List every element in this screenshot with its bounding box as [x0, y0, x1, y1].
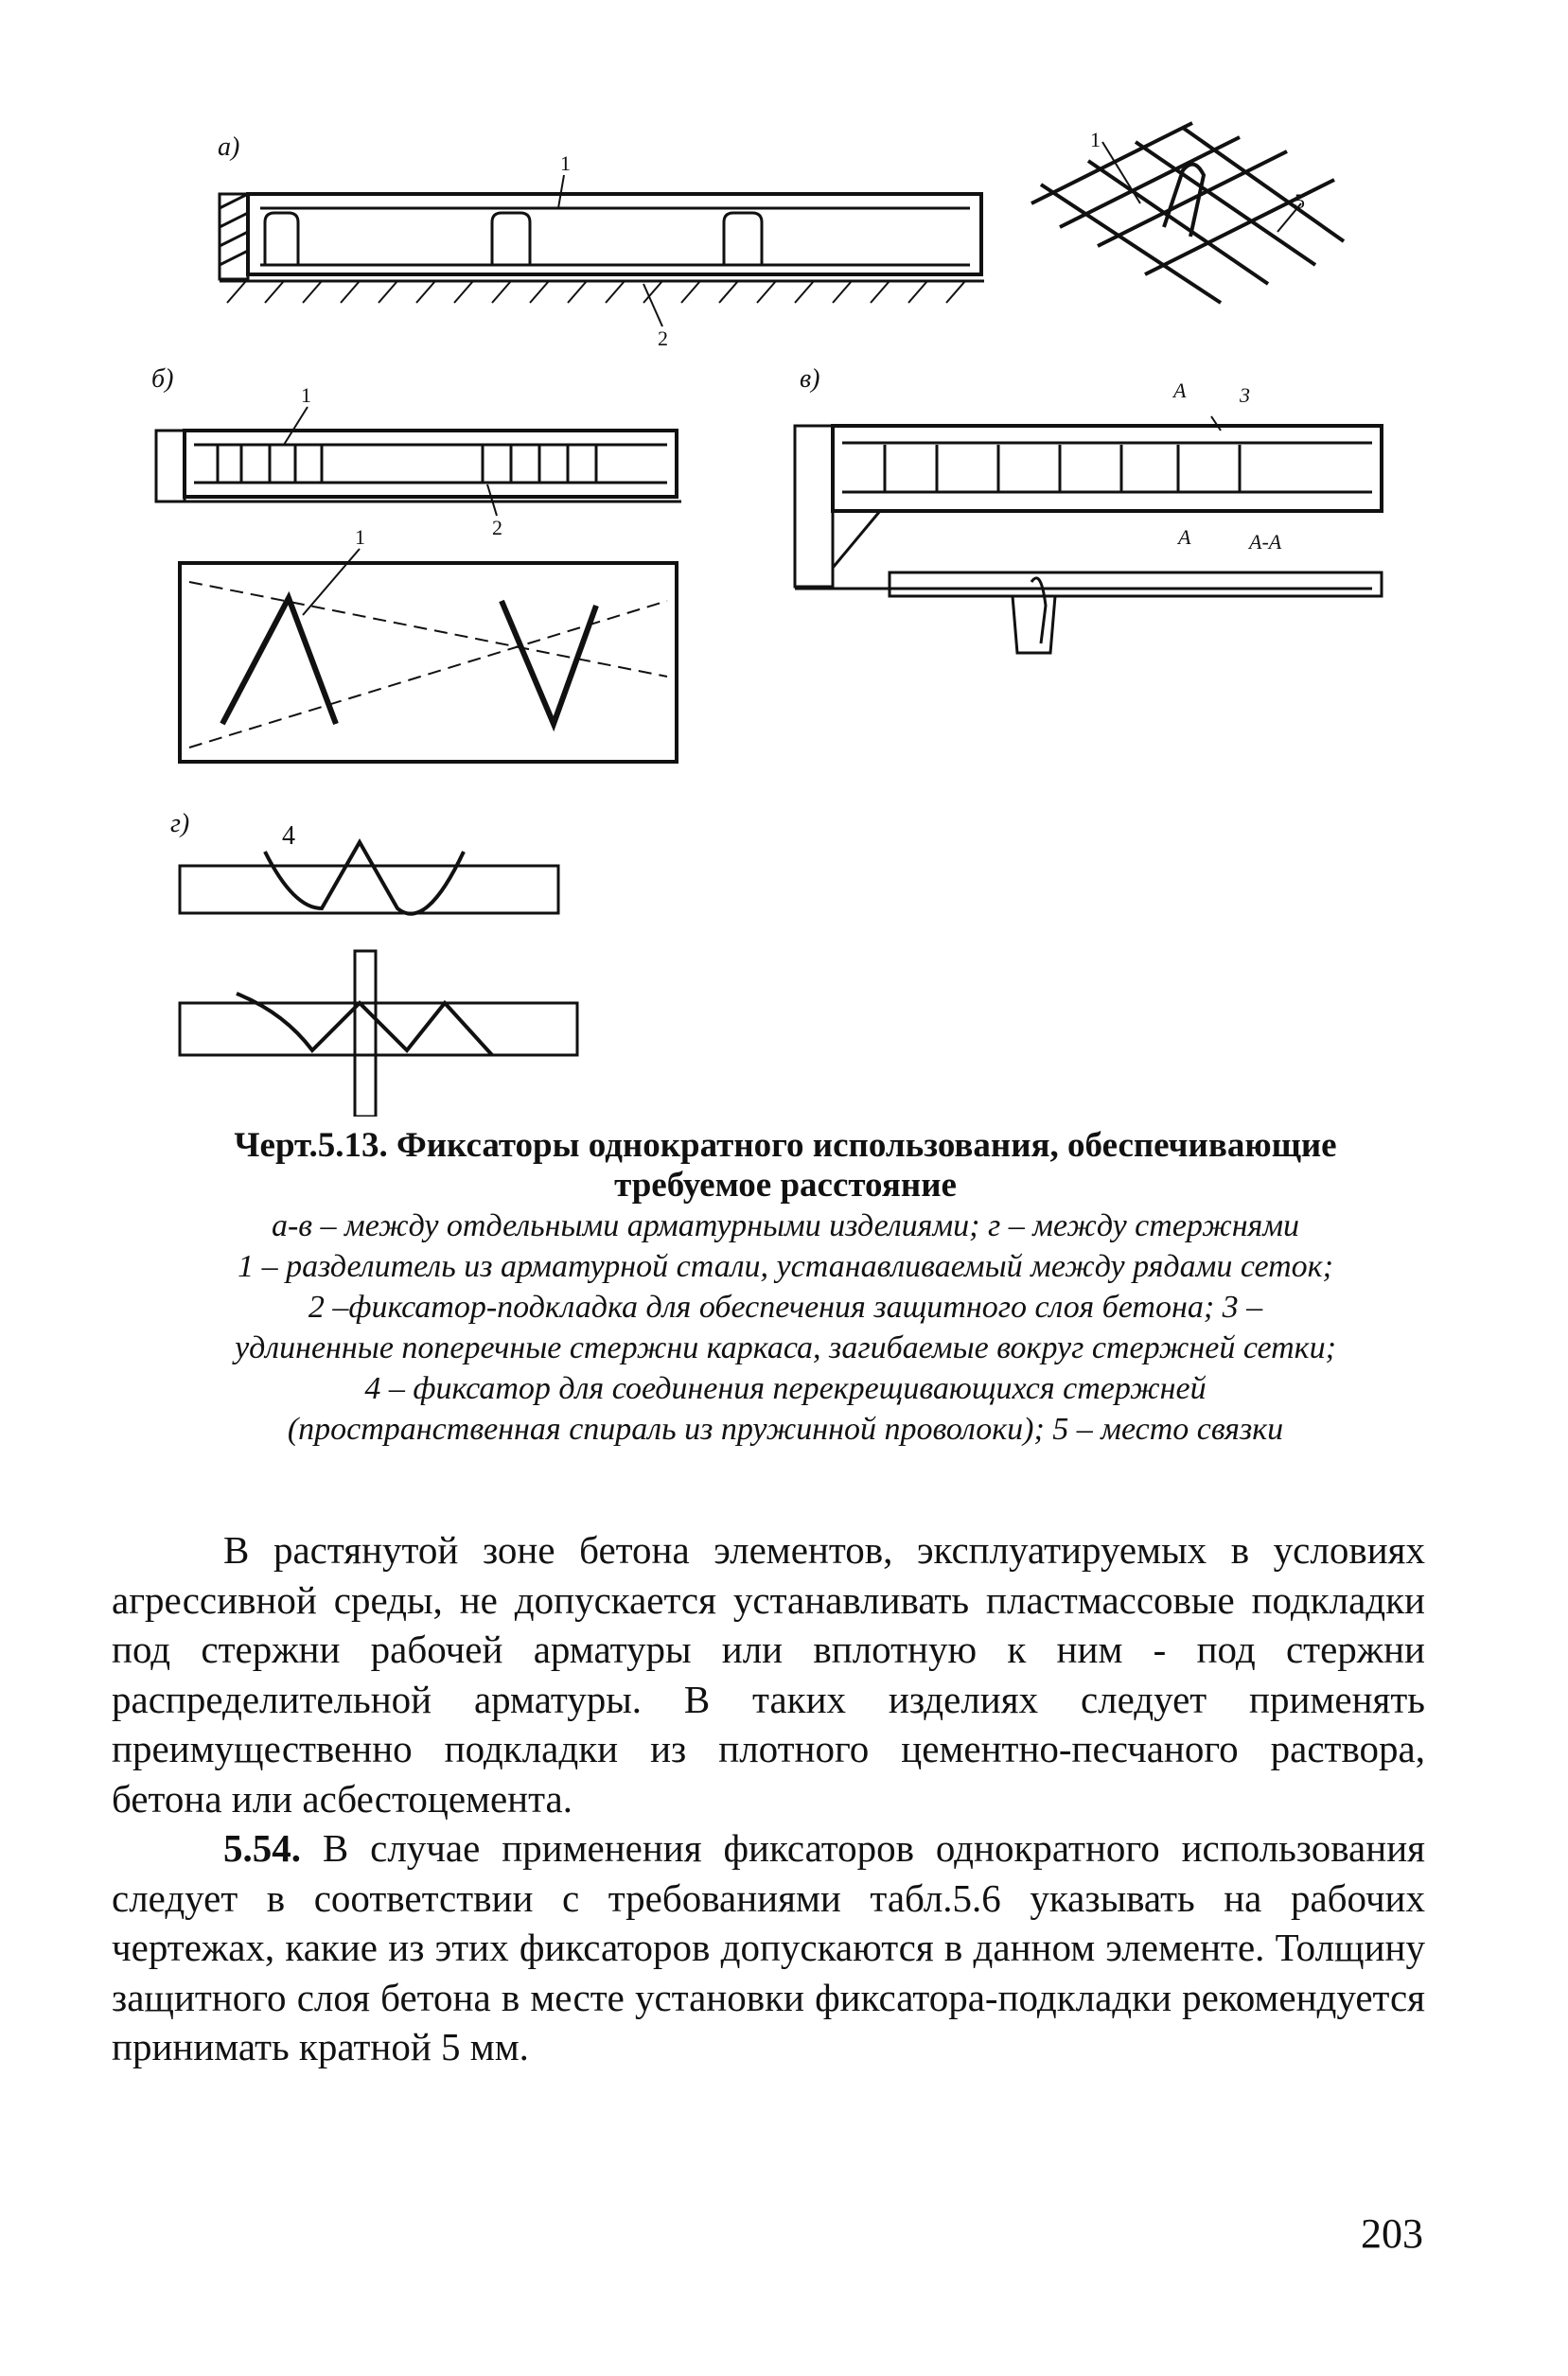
caption-title-line2: требуемое расстояние [614, 1166, 957, 1205]
paragraph-1: В растянутой зоне бетона элементов, эксплуатируемых в условиях агрессивной среды, не допускается устанавливать пластмассовые подкладки под стержни рабочей арматуры или вплотную к ним - под стержни распределительной арматуры. В таких изделиях следует применять преимущественно подкладки из плотного цементно-песчаного раствора, бетона или асбестоцемента. [112, 1528, 1425, 1821]
panel-label-v: в) [800, 364, 820, 394]
caption-line-1: а-в – между отдельными арматурными изделиями; г – между стержнями [271, 1208, 1300, 1243]
caption-title-line1: Черт.5.13. Фиксаторы однократного использования, обеспечивающие [234, 1126, 1337, 1165]
callout-g-4: 4 [282, 821, 295, 851]
paragraph-2 [112, 1823, 1425, 2072]
panel-v-drawing [795, 416, 1382, 653]
callout-v-3: 3 [1240, 383, 1250, 407]
figure-svg [0, 0, 1568, 1117]
caption-line-6: (пространственная спираль из пружинной проволоки); 5 – место связки [287, 1412, 1284, 1447]
figure-caption [104, 1126, 1467, 1450]
callout-a-2: 2 [658, 326, 668, 350]
caption-line-3: 2 –фиксатор-подкладка для обеспечения защитного слоя бетона; 3 – [308, 1290, 1263, 1325]
panel-g-drawing [180, 842, 577, 1117]
panel-a-drawing [220, 175, 984, 326]
panel-label-g: г) [170, 809, 190, 838]
callout-v-A-bottom: А [1178, 525, 1191, 549]
panel-label-b: б) [151, 364, 174, 394]
callout-a-1-mesh: 1 [1090, 128, 1101, 151]
page-number: 203 [1361, 2210, 1423, 2257]
panel-label-a: а) [218, 132, 240, 162]
paragraph-2-text: В случае применения фиксаторов однократного использования следует в соответствии с требованиями табл.5.6 указывать на рабочих чертежах, какие из этих фиксаторов допускаются в данном элементе. Толщину защитного слоя бетона в месте установки фиксатора-подкладки рекомендуется принимать кратной 5 мм. [112, 1826, 1425, 2068]
paragraph-2-number: 5.54. [223, 1826, 301, 1870]
callout-v-A-top: А [1173, 378, 1187, 402]
body-text [112, 1525, 1425, 2072]
panel-b-drawing [156, 407, 681, 762]
callout-b-1-plan: 1 [355, 525, 365, 549]
callout-v-section: А-А [1249, 530, 1282, 554]
callout-a-1: 1 [560, 151, 571, 175]
caption-line-5: 4 – фиксатор для соединения перекрещивающихся стержней [364, 1371, 1207, 1406]
technical-drawing [0, 0, 1568, 1117]
callout-b-1: 1 [301, 383, 311, 407]
caption-line-2: 1 – разделитель из арматурной стали, устанавливаемый между рядами сеток; [238, 1249, 1333, 1284]
callout-b-2: 2 [492, 516, 502, 539]
caption-line-4: удлиненные поперечные стержни каркаса, загибаемые вокруг стержней сетки; [235, 1330, 1336, 1365]
callout-a-5: 5 [1295, 189, 1305, 213]
